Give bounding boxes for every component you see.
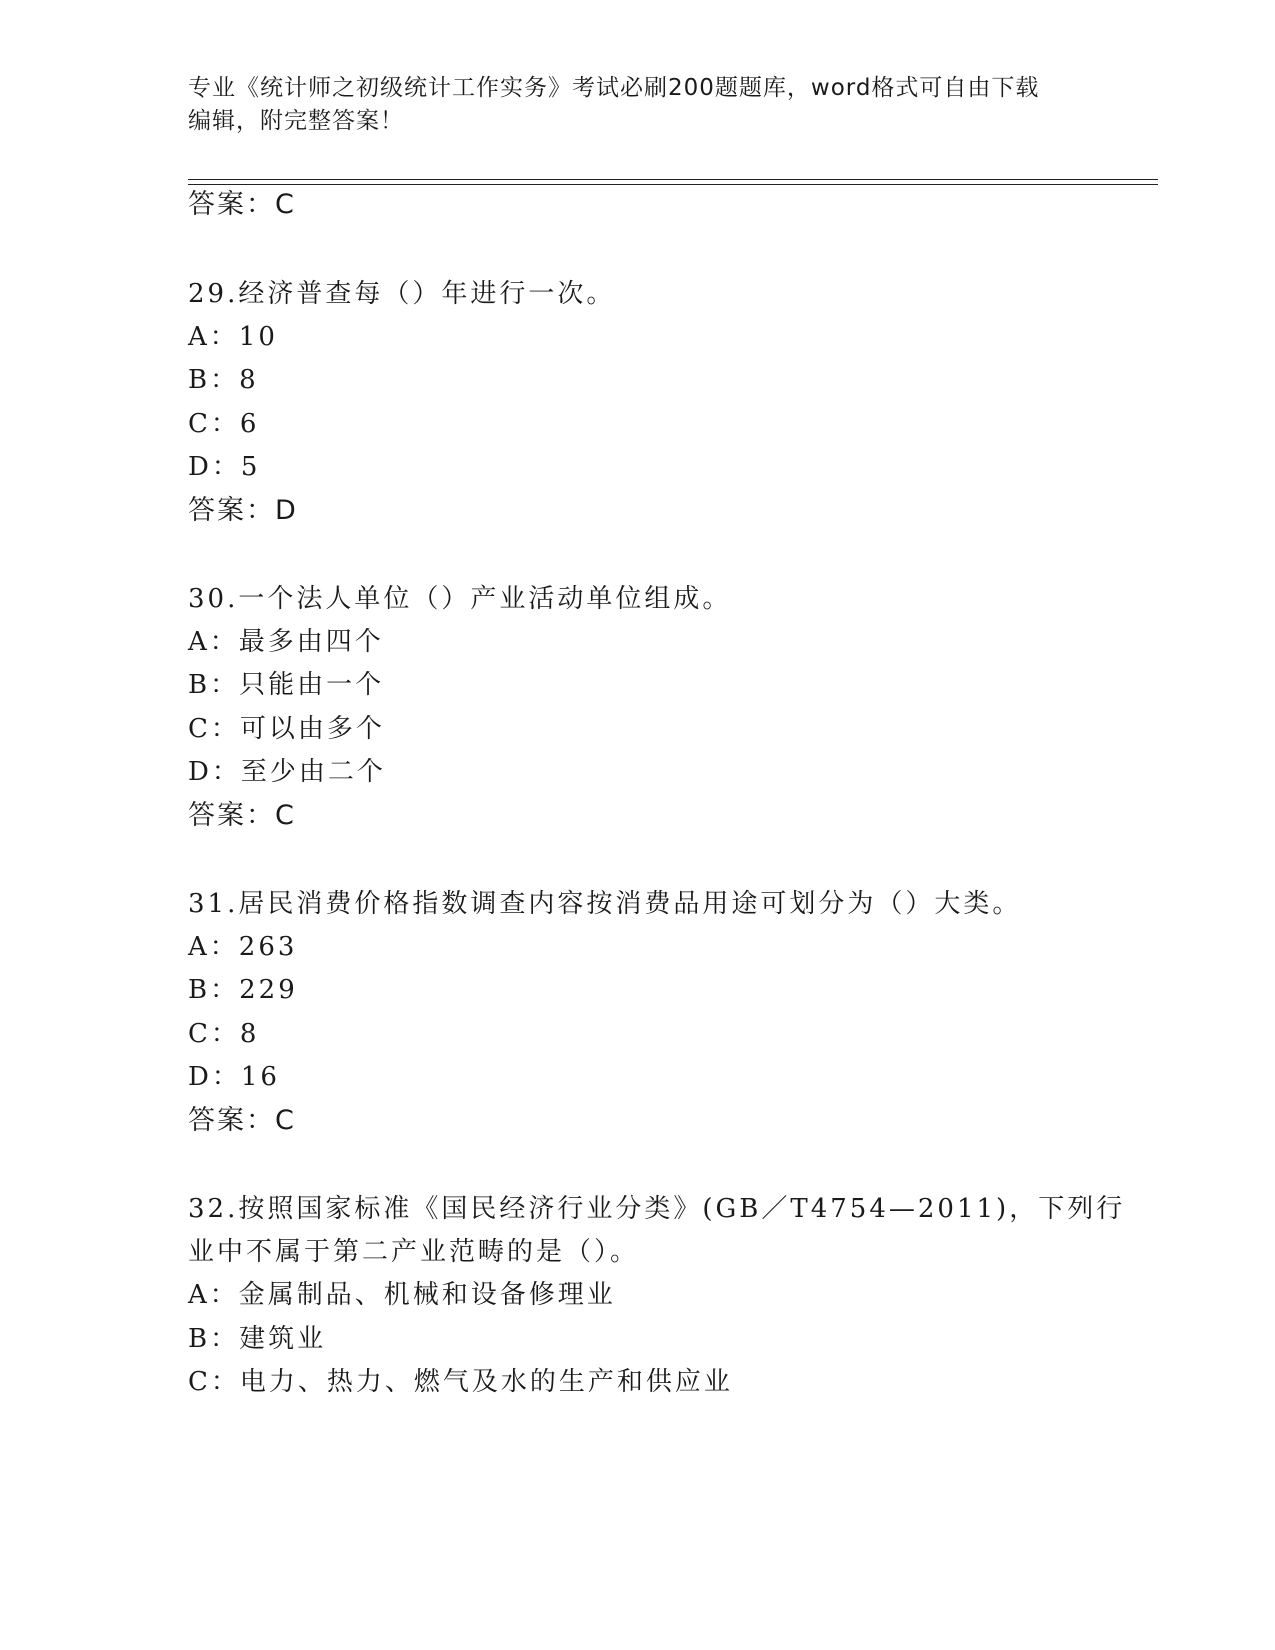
- header-line-2: 编辑，附完整答案！: [188, 108, 404, 134]
- option-b: B：建筑业: [188, 1324, 327, 1354]
- question-stem: 29.经济普查每（）年进行一次。: [188, 279, 616, 309]
- option-d: D：16: [188, 1062, 280, 1092]
- option-c: C：可以由多个: [188, 714, 385, 744]
- option-c: C：电力、热力、燃气及水的生产和供应业: [188, 1367, 733, 1397]
- option-d: D：5: [188, 452, 261, 482]
- header-line-1: 专业《统计师之初级统计工作实务》考试必刷200题题库，word格式可自由下载: [188, 75, 1040, 101]
- option-d: D：至少由二个: [188, 757, 386, 787]
- answer-line: 答案：D: [188, 495, 298, 526]
- option-b: B：8: [188, 365, 259, 395]
- option-a: A：263: [188, 932, 298, 962]
- answer-line: 答案：C: [188, 189, 296, 220]
- option-a: A：10: [188, 322, 278, 352]
- question-stem: 31.居民消费价格指数调查内容按消费品用途可划分为（）大类。: [188, 889, 1022, 919]
- question-stem: 32.按照国家标准《国民经济行业分类》(GB／T4754—2011)，下列行: [188, 1194, 1126, 1224]
- question-stem-continued: 业中不属于第二产业范畴的是（）。: [188, 1237, 640, 1267]
- answer-line: 答案：C: [188, 1105, 296, 1136]
- document-header: [188, 72, 1088, 138]
- option-c: C：6: [188, 409, 260, 439]
- option-a: A：金属制品、机械和设备修理业: [188, 1280, 616, 1310]
- option-a: A：最多由四个: [188, 627, 384, 657]
- header-rule-bottom: [188, 184, 1158, 185]
- answer-line: 答案：C: [188, 800, 296, 831]
- option-c: C：8: [188, 1019, 260, 1049]
- option-b: B：229: [188, 975, 298, 1005]
- header-rule-top: [188, 179, 1158, 180]
- option-b: B：只能由一个: [188, 670, 385, 700]
- question-stem: 30.一个法人单位（）产业活动单位组成。: [188, 584, 732, 614]
